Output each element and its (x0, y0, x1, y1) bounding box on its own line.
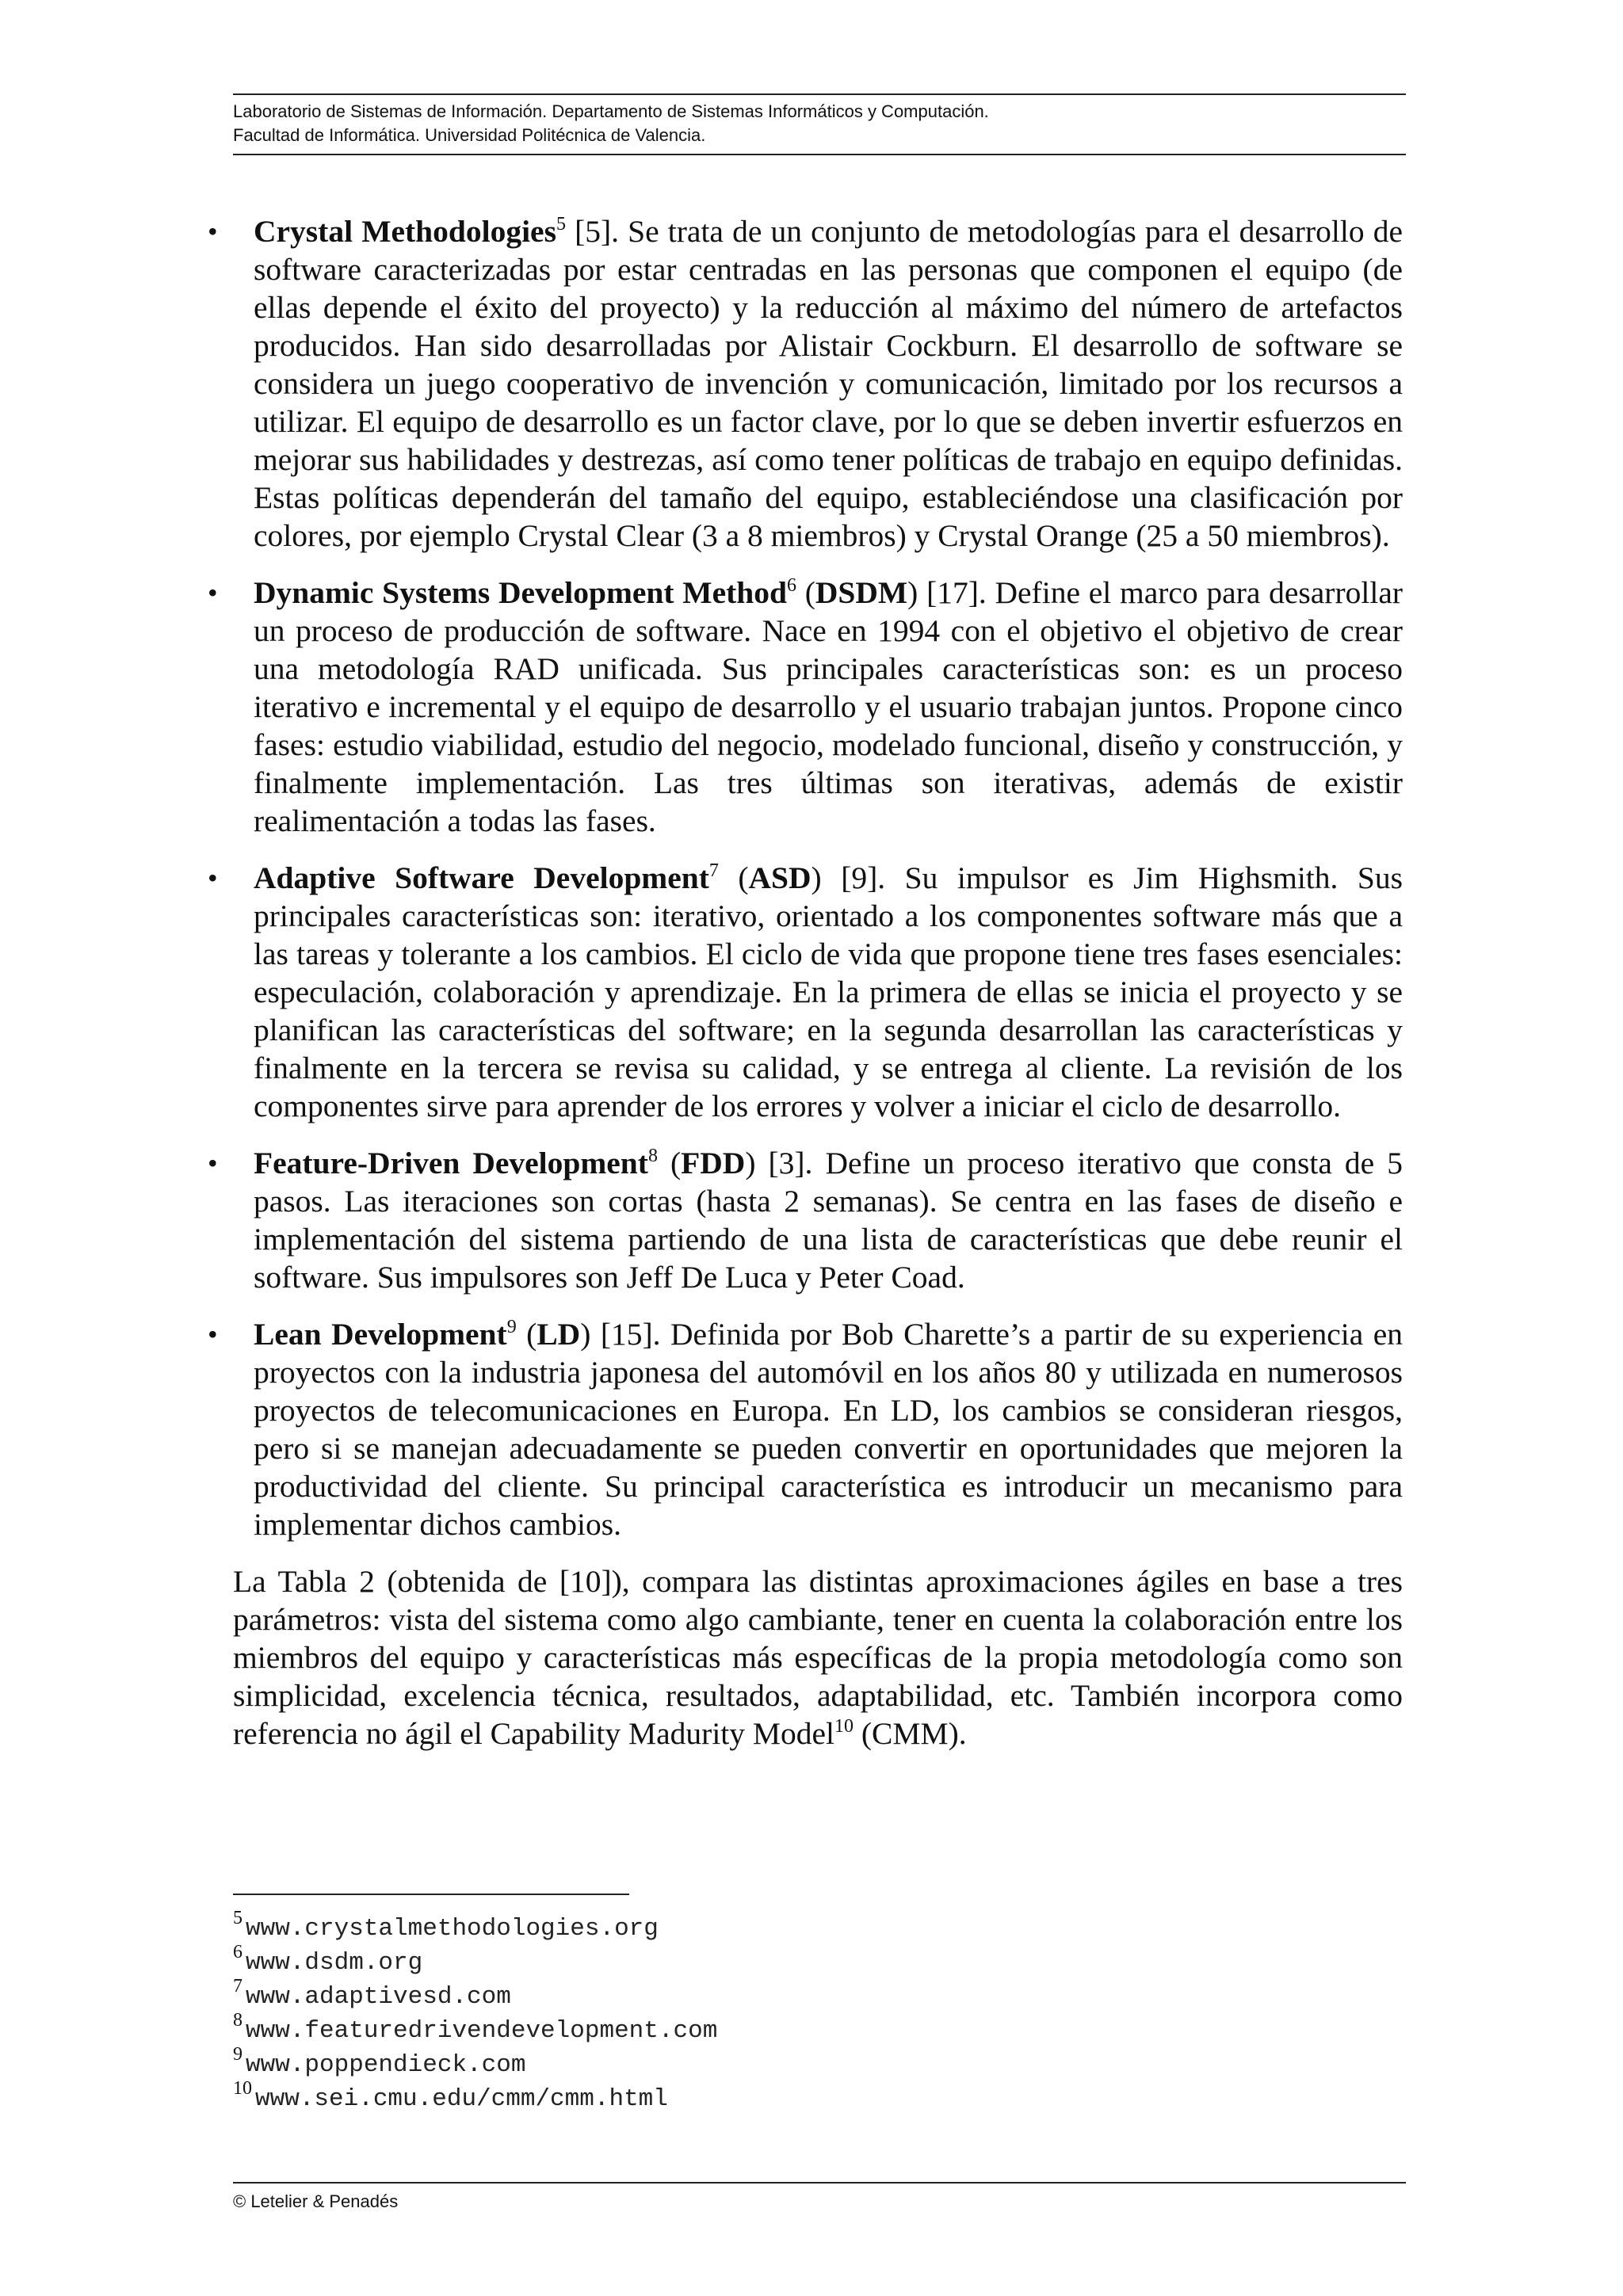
footnote-url[interactable]: www.sei.cmu.edu/cmm/cmm.html (255, 2085, 668, 2113)
bullet-icon: • (208, 1318, 218, 1350)
footnote-ref: 8 (647, 1146, 658, 1166)
page-footer (233, 2182, 1406, 2212)
list-item-fdd: • Feature-Driven Development$^8$ (FDD) [3]. Define un proceso iterativo que consta de 5 pasos. Las iteraciones son cortas (hasta 2 semanas). Se centra en las fases de diseño e implementación del sistema partiendo de una lista de características que debe reunir el software. Sus impulsores son Jeff De Luca y Peter Coad. (208, 1146, 1403, 1295)
footnote-url[interactable]: www.adaptivesd.com (246, 1983, 511, 2011)
footnote (233, 1901, 717, 1943)
abbreviation: LD (537, 1317, 581, 1352)
list-item-dsdm: • Dynamic Systems Development Method$^6$ (DSDM) [17]. Define el marco para desarrollar un proceso de producción de software. Nace en 1994 con el objetivo el objetivo de crear una metodología RAD unificada. Sus principales características son: es un proceso iterativo e incremental y el equipo de desarrollo y el usuario trabajan juntos. Propone cinco fases: estudio viabilidad, estudio del negocio, modelado funcional, diseño y construcción, y finalmente implementación. Las tres últimas son iterativas, además de existir realimentación a todas las fases. (208, 575, 1403, 838)
bullet-icon: • (208, 215, 218, 247)
footnote-url[interactable]: www.poppendieck.com (246, 2051, 526, 2079)
paragraph-text: La Tabla 2 (obtenida de [10]), compara las distintas aproximaciones ágiles en base a tres parámetros: vista del sistema como algo cambiante, tener en cuenta la colaboración entre los miembros del equipo y características más específicas de la propia metodología como son simplicidad, excelencia técnica, resultados, adaptabilidad, etc. También incorpora como referencia no ágil el Capability Madurity Model (233, 1564, 1403, 1751)
footnote-number: 8 (233, 2010, 242, 2031)
footnote-ref: 6 (786, 575, 796, 596)
bullet-icon: • (208, 1147, 218, 1179)
bullet-icon: • (208, 862, 218, 894)
methodology-list (208, 212, 1403, 1543)
footnote (233, 2004, 718, 2045)
footnote-number: 5 (233, 1908, 242, 1928)
item-text: [3]. Define un proceso iterativo que consta de 5 pasos. Las iteraciones son cortas (hasta 2 semanas). Se centra en las fases de diseño e implementación del sistema partiendo de una lista de características que debe reunir el software. Sus impulsores son Jeff De Luca y Peter Coad. (254, 1146, 1403, 1295)
footnote-ref: 10 (834, 1716, 854, 1737)
footnote-ref: 5 (556, 214, 566, 235)
term: Lean Development (254, 1317, 507, 1352)
footnote-ref: 7 (708, 860, 719, 881)
footnote-ref: 9 (506, 1317, 517, 1337)
term: Feature-Driven Development (254, 1146, 648, 1180)
item-text: [5]. Se trata de un conjunto de metodologías para el desarrollo de software caracterizadas por estar centradas en las personas que componen el equipo (de ellas depende el éxito del proyecto) y la reducción al máximo del número de artefactos producidos. Han sido desarrolladas por Alistair Cockburn. El desarrollo de software se considera un juego cooperativo de invención y comunicación, limitado por los recursos a utilizar. El equipo de desarrollo es un factor clave, por lo que se deben invertir esfuerzos en mejorar sus habilidades y destrezas, así como tener políticas de trabajo en equipo definidas. Estas políticas dependerán del tamaño del equipo, estableciéndose una clasificación por colores, por ejemplo Crystal Clear (3 a 8 miembros) y Crystal Orange (25 a 50 miembros). (254, 214, 1403, 553)
footnote (233, 1970, 717, 2011)
list-item-asd: • Adaptive Software Development$^7$ (ASD) [9]. Su impulsor es Jim Highsmith. Sus principales características son: iterativo, orientado a los componentes software más que a las tareas y tolerante a los cambios. El ciclo de vida que propone tiene tres fases esenciales: especulación, colaboración y aprendizaje. En la primera de ellas se inicia el proyecto y se planifican las características del software; en la segunda desarrollan las características y finalmente en la tercera se revisa su calidad, y se entrega al cliente. La revisión de los componentes sirve para aprender de los errores y volver a iniciar el ciclo de desarrollo. (208, 860, 1403, 1123)
item-text: [17]. Define el marco para desarrollar un proceso de producción de software. Nace en 1994 con el objetivo el objetivo de crear una metodología RAD unificada. Sus principales características son: es un proceso iterativo e incremental y el equipo de desarrollo y el usuario trabajan juntos. Propone cinco fases: estudio viabilidad, estudio del negocio, modelado funcional, diseño y construcción, y finalmente implementación. Las tres últimas son iterativas, además de existir realimentación a todas las fases. (254, 575, 1403, 838)
list-item-crystal (208, 212, 1403, 555)
term: Dynamic Systems Development Method (254, 575, 787, 610)
copyright: © Letelier & Penadés (233, 2191, 399, 2211)
header-line-1: Laboratorio de Sistemas de Información. Departamento de Sistemas Informáticos y Computación. (233, 101, 989, 121)
footnote-number: 9 (233, 2044, 242, 2065)
abbreviation: ASD (748, 860, 812, 895)
footnote-url[interactable]: www.crystalmethodologies.org (246, 1915, 659, 1943)
term: Adaptive Software Development (254, 860, 709, 895)
body-paragraph (233, 1562, 1403, 1753)
footnote-url[interactable]: www.dsdm.org (246, 1949, 423, 1977)
footnote-number: 6 (233, 1942, 242, 1962)
footnote-number: 7 (233, 1976, 242, 1997)
item-text: [9]. Su impulsor es Jim Highsmith. Sus principales características son: iterativo, orientado a los componentes software más que a las tareas y tolerante a los cambios. El ciclo de vida que propone tiene tres fases esenciales: especulación, colaboración y aprendizaje. En la primera de ellas se inicia el proyecto y se planifican las características del software; en la segunda desarrollan las características y finalmente en la tercera se revisa su calidad, y se entrega al cliente. La revisión de los componentes sirve para aprender de los errores y volver a iniciar el ciclo de desarrollo. (254, 860, 1403, 1123)
footnote-url[interactable]: www.featuredrivendevelopment.com (246, 2017, 718, 2045)
header-line-2: Facultad de Informática. Universidad Politécnica de Valencia. (233, 125, 706, 145)
footnote (233, 2072, 717, 2113)
main-content (208, 212, 1403, 1784)
term: Crystal Methodologies (254, 214, 556, 249)
footnotes (233, 1901, 718, 2113)
abbreviation: FDD (681, 1146, 746, 1180)
page-header (233, 93, 1406, 155)
footnote-separator (233, 1894, 629, 1895)
abbreviation: DSDM (815, 575, 908, 610)
item-text: [15]. Definida por Bob Charette’s a partir de su experiencia en proyectos con la industria japonesa del automóvil en los años 80 y utilizada en numerosos proyectos de telecomunicaciones en Europa. En LD, los cambios se consideran riesgos, pero si se manejan adecuadamente se pueden convertir en oportunidades que mejoren la productividad del cliente. Su principal característica es introducir un mecanismo para implementar dichos cambios. (254, 1317, 1403, 1542)
list-item-ld: • Lean Development$^9$ (LD) [15]. Definida por Bob Charette’s a partir de su experiencia en proyectos con la industria japonesa del automóvil en los años 80 y utilizada en numerosos proyectos de telecomunicaciones en Europa. En LD, los cambios se consideran riesgos, pero si se manejan adecuadamente se pueden convertir en oportunidades que mejoren la productividad del cliente. Su principal característica es introducir un mecanismo para implementar dichos cambios. (208, 1317, 1403, 1542)
footnote-number: 10 (233, 2078, 252, 2099)
bullet-icon: • (208, 577, 218, 608)
paragraph-text-end: (CMM). (854, 1716, 967, 1751)
